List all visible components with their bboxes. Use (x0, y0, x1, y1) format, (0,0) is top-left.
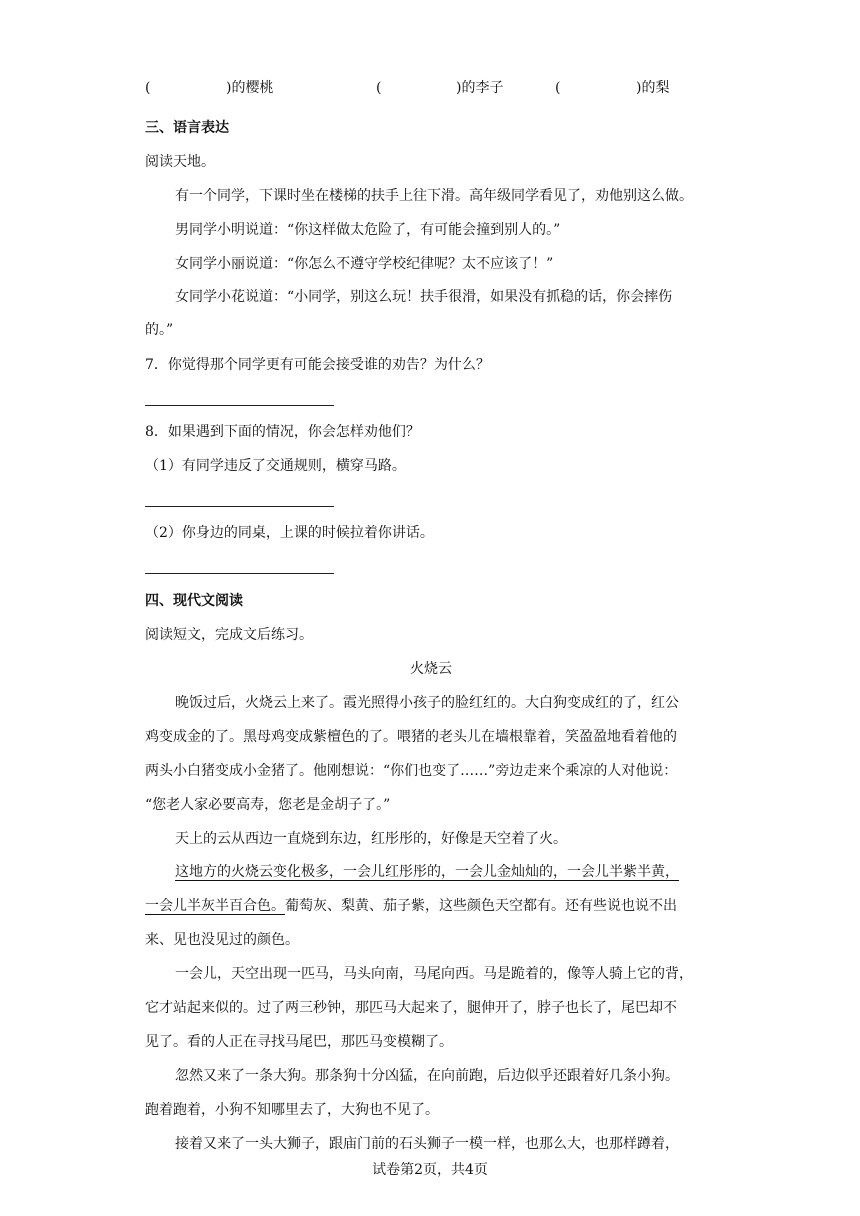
article-para-1-line-2: 鸡变成金的了。黑母鸡变成紫檀色的了。喂猪的老头儿在墙根靠着，笑盈盈地看着他的 (145, 729, 677, 745)
fill-blank-2-open: ( (376, 80, 382, 96)
section3-paragraph-4-line-1: 女同学小花说道：“小同学，别这么玩！扶手很滑，如果没有抓稳的话，你会摔伤 (175, 289, 673, 305)
section3-paragraph-3: 女同学小丽说道：“你怎么不遵守学校纪律呢？太不应该了！” (175, 256, 554, 272)
article-para-3-line-2-rest: 葡萄灰、梨黄、茄子紫，这些颜色天空都有。还有些说也说不出 (285, 898, 677, 914)
question-8-part-2: （2）你身边的同桌，上课的时候拉着你讲话。 (145, 525, 434, 541)
section3-paragraph-1: 有一个同学，下课时坐在楼梯的扶手上往下滑。高年级同学看见了，劝他别这么做。 (175, 188, 693, 204)
page-footer: 试卷第2页，共4页 (372, 1162, 488, 1178)
question-7: 7．你觉得那个同学更有可能会接受谁的劝告？为什么？ (145, 357, 490, 373)
section4-title: 四、现代文阅读 (145, 593, 243, 609)
article-para-5-line-2: 跑着跑着，小狗不知哪里去了，大狗也不见了。 (145, 1102, 439, 1118)
answer-line-q8-1[interactable] (145, 506, 334, 507)
section3-paragraph-2: 男同学小明说道：“你这样做太危险了，有可能会撞到别人的。” (175, 222, 561, 238)
fill-blank-3-close: )的梨 (636, 80, 670, 96)
article-para-3-line-3: 来、见也没见过的颜色。 (145, 932, 299, 948)
article-para-4-line-3: 见了。看的人正在寻找马尾巴，那匹马变模糊了。 (145, 1034, 453, 1050)
answer-line-q7[interactable] (145, 405, 334, 406)
answer-line-q8-2[interactable] (145, 573, 334, 574)
article-para-1-line-3: 两头小白猪变成小金猪了。他刚想说：“你们也变了……”旁边走来个乘凉的人对他说： (145, 763, 678, 779)
article-para-1-line-1: 晚饭过后，火烧云上来了。霞光照得小孩子的脸红红的。大白狗变成红的了，红公 (175, 695, 679, 711)
fill-blank-2-close: )的李子 (456, 80, 504, 96)
section3-title: 三、语言表达 (145, 120, 229, 136)
article-para-3-underlined-segment: 一会儿半灰半百合色。 (145, 898, 285, 914)
article-para-4-line-2: 它才站起来似的。过了两三秒钟，那匹马大起来了，腿伸开了，脖子也长了，尾巴却不 (145, 1000, 677, 1016)
question-8-part-1: （1）有同学违反了交通规则，横穿马路。 (145, 458, 406, 474)
article-para-3-line-1-underlined: 这地方的火烧云变化极多，一会儿红彤彤的，一会儿金灿灿的，一会儿半紫半黄， (175, 864, 679, 880)
section3-intro: 阅读天地。 (145, 154, 215, 170)
article-para-4-line-1: 一会儿，天空出现一匹马，马头向南，马尾向西。马是跪着的，像等人骑上它的背， (175, 966, 693, 982)
article-title: 火烧云 (410, 661, 452, 677)
question-8: 8．如果遇到下面的情况，你会怎样劝他们？ (145, 424, 420, 440)
fill-blank-1-close: )的樱桃 (226, 80, 274, 96)
article-para-1-line-4: “您老人家必要高寿，您老是金胡子了。” (145, 797, 391, 813)
article-para-5-line-1: 忽然又来了一条大狗。那条狗十分凶猛，在向前跑，后边似乎还跟着好几条小狗。 (175, 1068, 679, 1084)
article-para-2: 天上的云从西边一直烧到东边，红彤彤的，好像是天空着了火。 (175, 831, 567, 847)
section4-intro: 阅读短文，完成文后练习。 (145, 627, 313, 643)
fill-blank-3-open: ( (555, 80, 561, 96)
fill-blank-1-open: ( (145, 80, 151, 96)
article-para-3-line-2 (145, 896, 717, 916)
article-para-6-line-1: 接着又来了一头大狮子，跟庙门前的石头狮子一模一样，也那么大，也那样蹲着， (175, 1136, 679, 1152)
section3-paragraph-4-line-2: 的。” (145, 322, 174, 338)
